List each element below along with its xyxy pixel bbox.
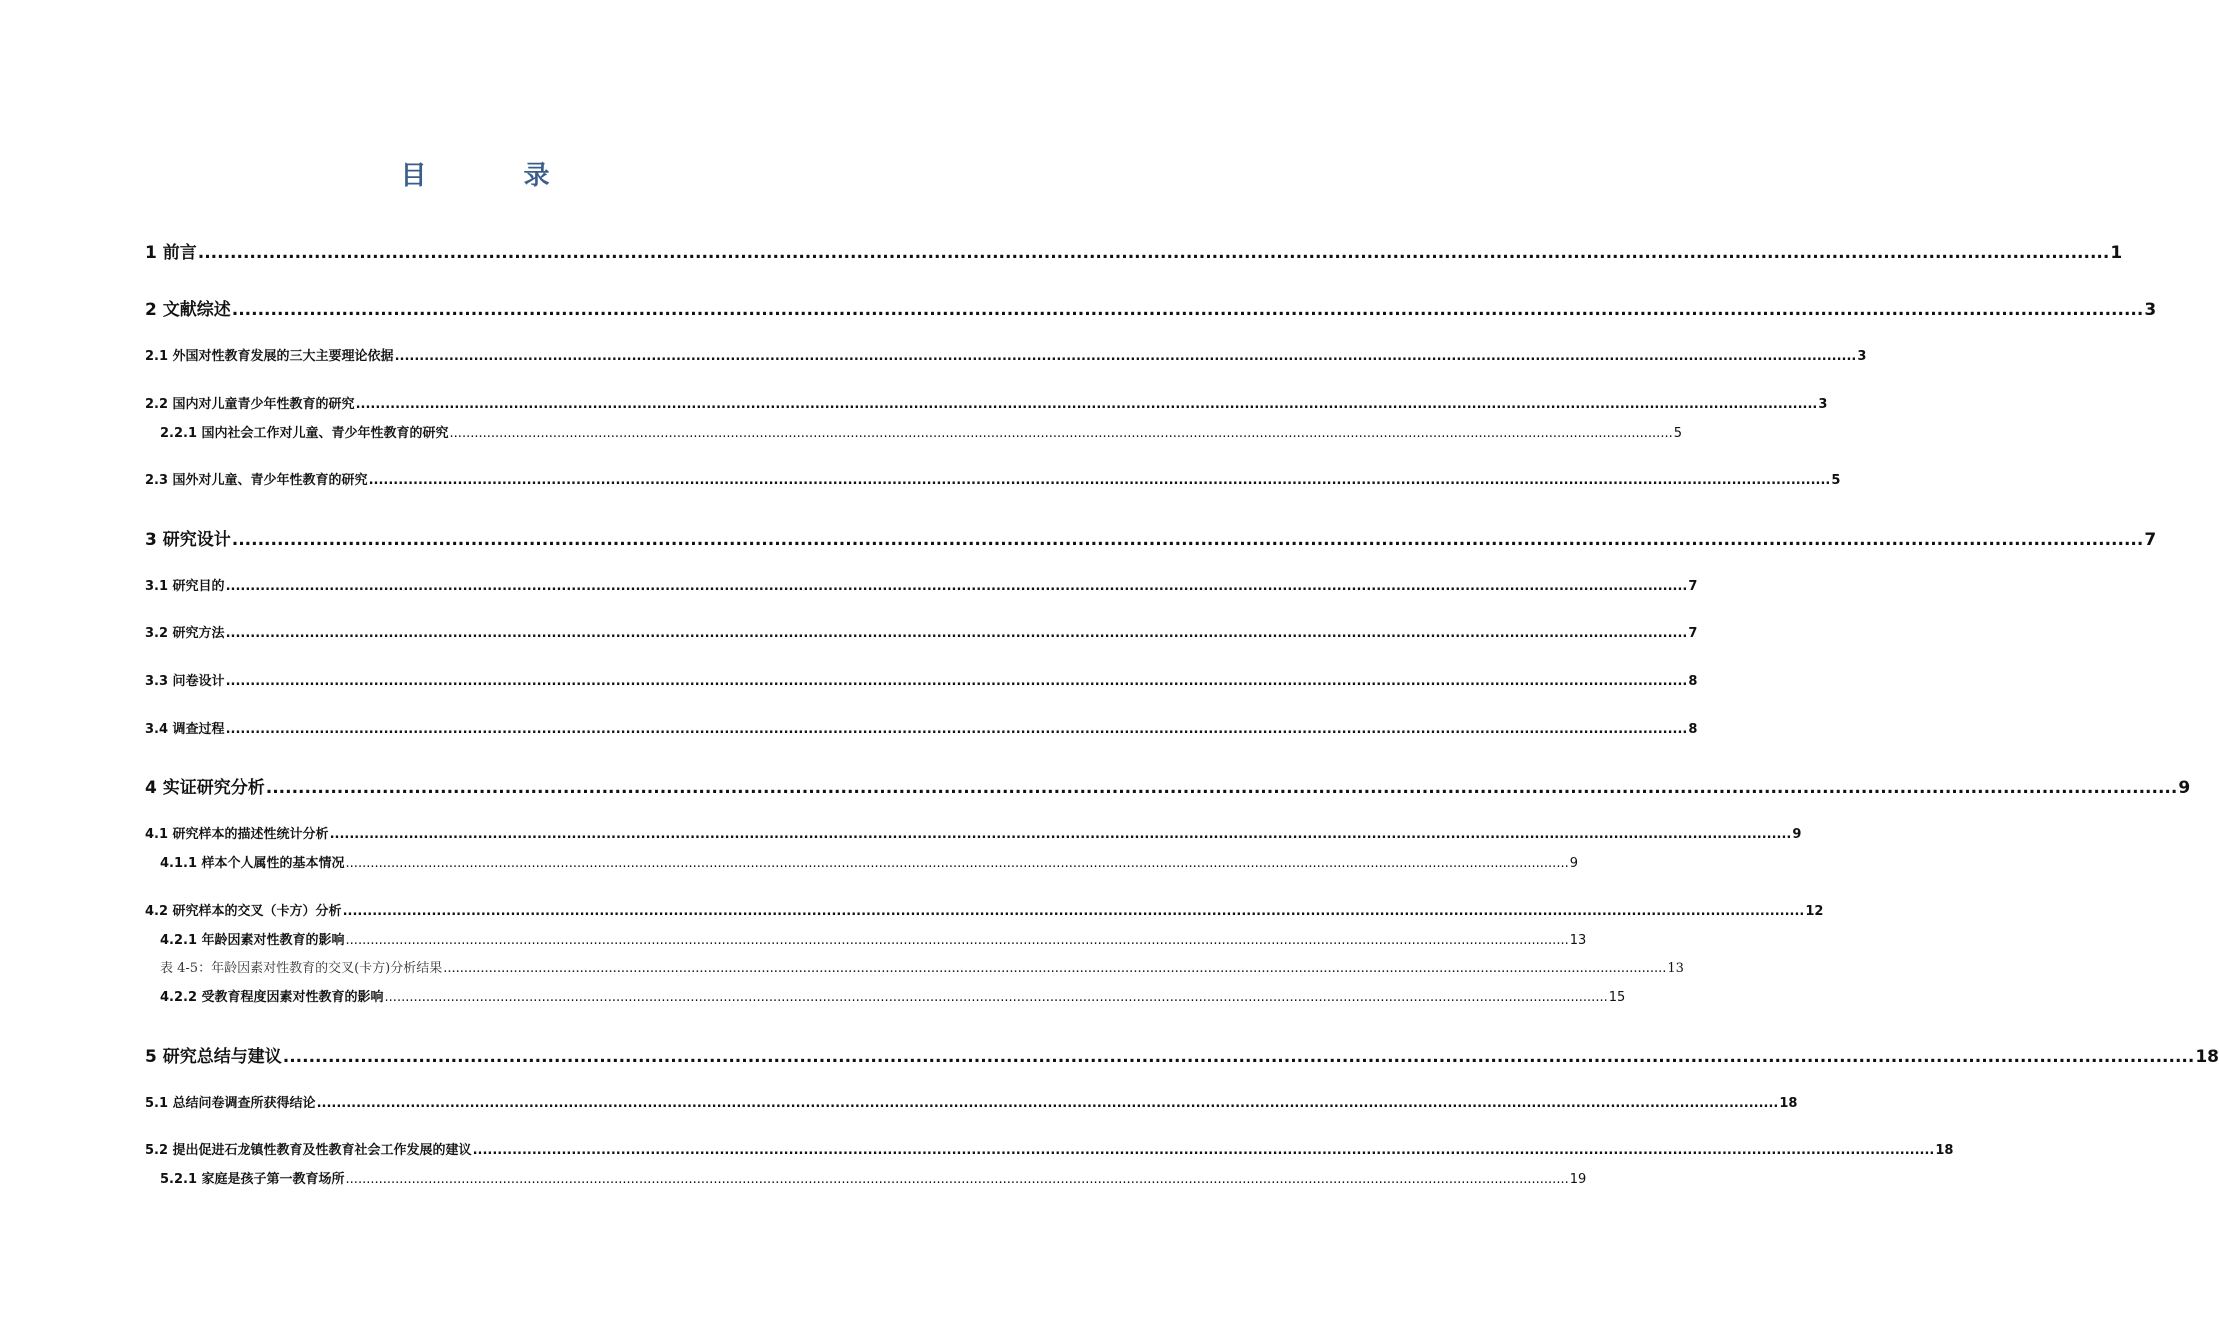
toc-leader-dots: ........................................................................................................................................................................................................................................................................................................ (225, 722, 1688, 737)
toc-leader-dots: ........................................................................................................................................................................................................................................................................................................ (225, 626, 1688, 641)
toc-page-number: 18 (2195, 1047, 2219, 1067)
toc-leader-dots: ........................................................................................................................................................................................................................................................................................................ (384, 990, 1608, 1005)
toc-entry-label: 5.1 总结问卷调查所获得结论 (145, 1096, 316, 1111)
toc-leader-dots: ........................................................................................................................................................................................................................................................................................................ (225, 579, 1688, 594)
toc-page-number: 18 (1935, 1143, 1954, 1158)
toc-leader-dots: ........................................................................................................................................................................................................................................................................................................ (316, 1096, 1779, 1111)
toc-leader-dots: ........................................................................................................................................................................................................................................................................................................ (368, 473, 1831, 488)
toc-page-number: 18 (1779, 1096, 1798, 1111)
toc-entry-label: 2.2.1 国内社会工作对儿童、青少年性教育的研究 (160, 426, 449, 441)
toc-page-number: 3 (1857, 349, 1867, 364)
toc-leader-dots: ........................................................................................................................................................................................................................................................................................................ (231, 300, 2144, 320)
toc-leader-dots: ........................................................................................................................................................................................................................................................................................................ (282, 1047, 2195, 1067)
toc-page-number: 9 (2178, 778, 2191, 798)
toc-entry-label: 表 4-5：年龄因素对性教育的交叉(卡方)分析结果 (160, 961, 443, 976)
toc-leader-dots: ........................................................................................................................................................................................................................................................................................................ (355, 397, 1818, 412)
toc-leader-dots: ........................................................................................................................................................................................................................................................................................................ (449, 426, 1673, 441)
toc-leader-dots: ........................................................................................................................................................................................................................................................................................................ (345, 856, 1569, 871)
toc-page-number: 19 (1569, 1172, 1587, 1187)
toc-leader-dots: ........................................................................................................................................................................................................................................................................................................ (345, 933, 1569, 948)
toc-page-number: 7 (2144, 530, 2157, 550)
toc-entry-2-2-1[interactable] (160, 422, 1682, 441)
toc-entry-4-2-1[interactable] (160, 929, 1587, 948)
toc-leader-dots: ........................................................................................................................................................................................................................................................................................................ (265, 778, 2178, 798)
toc-entry-label: 3.3 问卷设计 (145, 674, 225, 689)
toc-leader-dots: ........................................................................................................................................................................................................................................................................................................ (345, 1172, 1569, 1187)
toc-title: 目 录 (400, 161, 594, 191)
toc-entry-3-3[interactable] (145, 670, 1698, 689)
toc-entry-label: 3 研究设计 (145, 530, 231, 550)
toc-page-number: 13 (1667, 961, 1684, 976)
toc-entry-label: 4.2.1 年龄因素对性教育的影响 (160, 933, 345, 948)
toc-page-number: 9 (1792, 827, 1802, 842)
toc-entry-4-2-2[interactable] (160, 986, 1626, 1005)
toc-entry-label: 5 研究总结与建议 (145, 1047, 282, 1067)
toc-entry-label: 2.2 国内对儿童青少年性教育的研究 (145, 397, 355, 412)
toc-page-number: 15 (1608, 990, 1626, 1005)
toc-entry-label: 5.2.1 家庭是孩子第一教育场所 (160, 1172, 345, 1187)
toc-entry-2-3[interactable] (145, 469, 1841, 488)
toc-entry-4-1[interactable] (145, 823, 1802, 842)
toc-leader-dots: ........................................................................................................................................................................................................................................................................................................ (342, 904, 1805, 919)
toc-page-number: 12 (1805, 904, 1824, 919)
toc-entry-5-2-1[interactable] (160, 1168, 1587, 1187)
toc-entry-3[interactable] (145, 525, 2157, 550)
toc-entry-4-1-1[interactable] (160, 852, 1578, 871)
toc-entry-3-2[interactable] (145, 622, 1698, 641)
toc-entry-label: 4.1.1 样本个人属性的基本情况 (160, 856, 345, 871)
toc-entry-3-4[interactable] (145, 718, 1698, 737)
toc-entry-label: 3.1 研究目的 (145, 579, 225, 594)
toc-page-number: 3 (1818, 397, 1828, 412)
toc-page-number: 8 (1688, 674, 1698, 689)
toc-entry-5-1[interactable] (145, 1092, 1798, 1111)
toc-entry-label: 2.3 国外对儿童、青少年性教育的研究 (145, 473, 368, 488)
toc-entry-label: 3.2 研究方法 (145, 626, 225, 641)
toc-page-number: 13 (1569, 933, 1587, 948)
toc-leader-dots: ........................................................................................................................................................................................................................................................................................................ (225, 674, 1688, 689)
toc-leader-dots: ........................................................................................................................................................................................................................................................................................................ (197, 243, 2110, 263)
toc-entry-label: 4 实证研究分析 (145, 778, 265, 798)
toc-entry-label: 3.4 调查过程 (145, 722, 225, 737)
toc-entry-label: 4.1 研究样本的描述性统计分析 (145, 827, 329, 842)
toc-entry-label: 5.2 提出促进石龙镇性教育及性教育社会工作发展的建议 (145, 1143, 472, 1158)
toc-entry-5-2[interactable] (145, 1139, 1954, 1158)
toc-entry-2[interactable] (145, 295, 2157, 320)
toc-entry-label: 4.2.2 受教育程度因素对性教育的影响 (160, 990, 384, 1005)
toc-entry-1[interactable] (145, 238, 2123, 263)
toc-entry-4[interactable] (145, 773, 2191, 798)
toc-entry-5[interactable] (145, 1042, 2219, 1067)
toc-entry-label: 1 前言 (145, 243, 197, 263)
toc-leader-dots: ........................................................................................................................................................................................................................................................................................................ (443, 961, 1667, 976)
toc-leader-dots: ........................................................................................................................................................................................................................................................................................................ (472, 1143, 1935, 1158)
toc-page-number: 1 (2110, 243, 2123, 263)
toc-entry-4-2[interactable] (145, 900, 1824, 919)
toc-entry-label: 2.1 外国对性教育发展的三大主要理论依据 (145, 349, 394, 364)
toc-leader-dots: ........................................................................................................................................................................................................................................................................................................ (394, 349, 1857, 364)
toc-page-number: 5 (1673, 426, 1682, 441)
toc-entry-label: 2 文献综述 (145, 300, 231, 320)
toc-page-number: 8 (1688, 722, 1698, 737)
toc-leader-dots: ........................................................................................................................................................................................................................................................................................................ (329, 827, 1792, 842)
toc-leader-dots: ........................................................................................................................................................................................................................................................................................................ (231, 530, 2144, 550)
toc-page-number: 7 (1688, 579, 1698, 594)
toc-entry-2-1[interactable] (145, 345, 1867, 364)
toc-page-number: 7 (1688, 626, 1698, 641)
toc-entry-2-2[interactable] (145, 393, 1828, 412)
toc-entry-3-1[interactable] (145, 575, 1698, 594)
toc-page-number: 3 (2144, 300, 2157, 320)
toc-entry-table-4-5[interactable] (160, 957, 1684, 976)
toc-page-number: 5 (1831, 473, 1841, 488)
toc-page-number: 9 (1569, 856, 1578, 871)
toc-entry-label: 4.2 研究样本的交叉（卡方）分析 (145, 904, 342, 919)
